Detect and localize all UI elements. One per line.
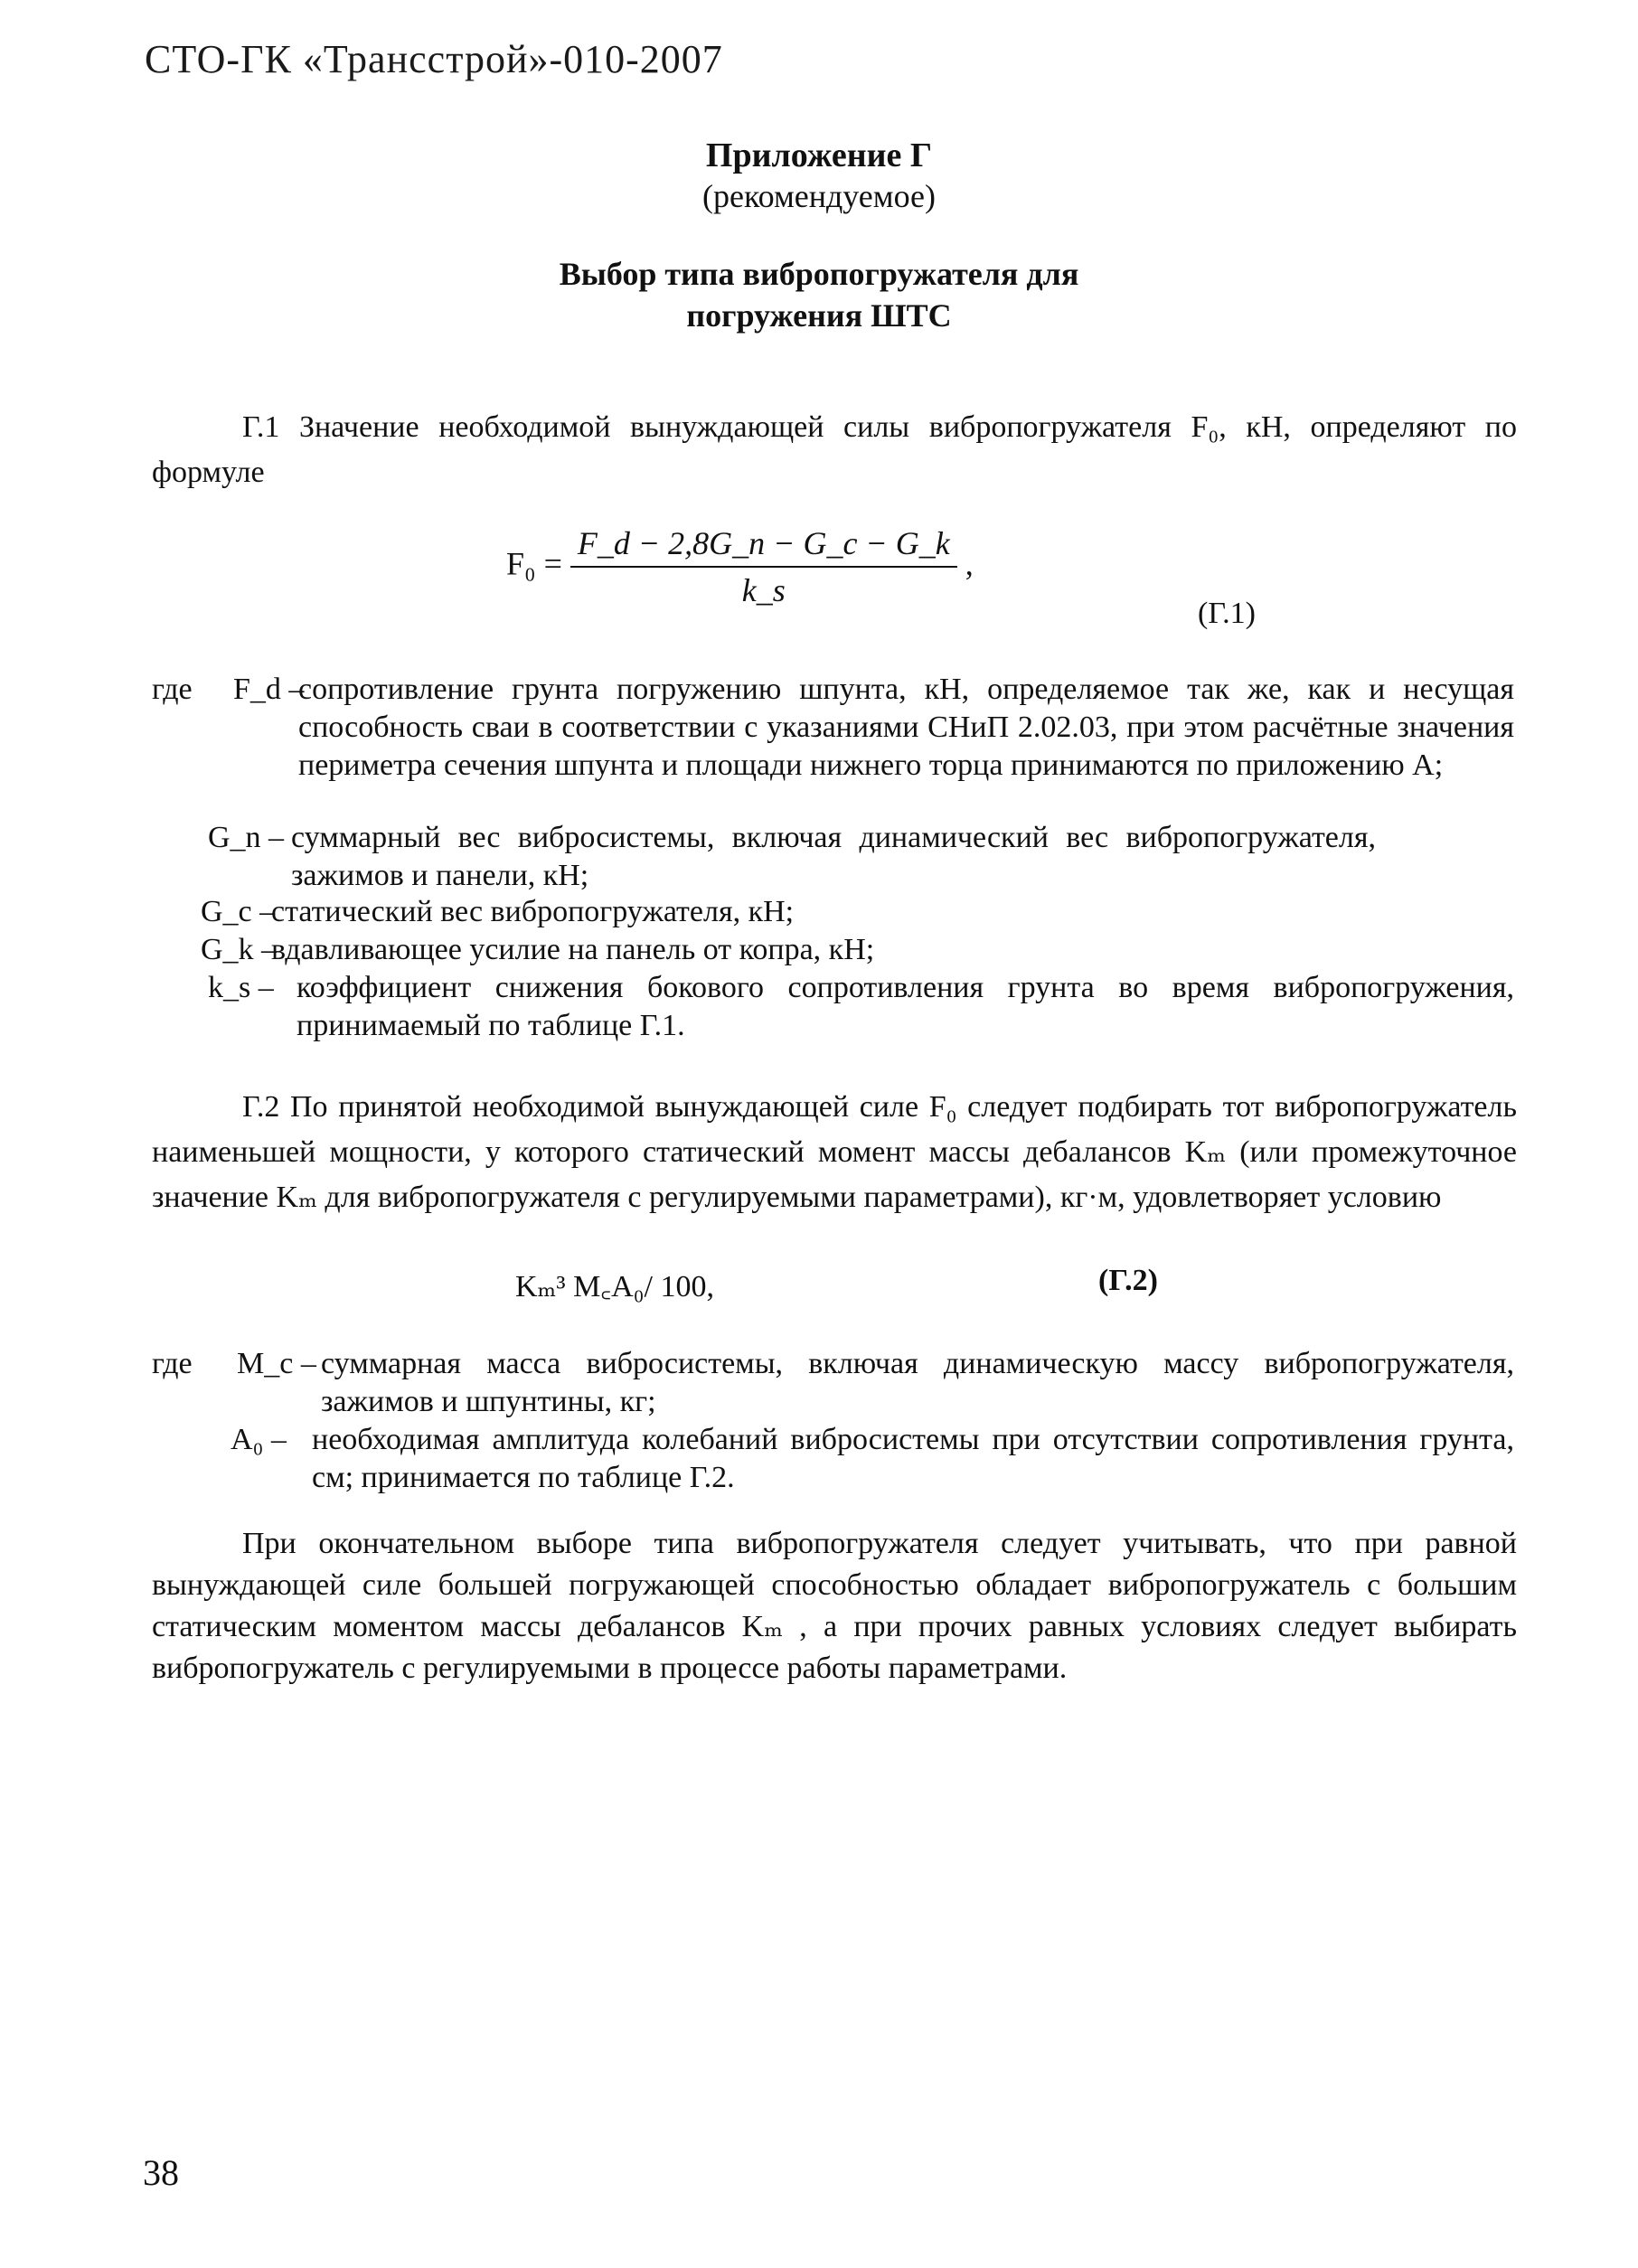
definition-text: статический вес вибропогружателя, кН; — [271, 895, 795, 928]
formula-g1-fraction — [570, 524, 957, 609]
where-label-1: где — [152, 673, 193, 706]
section2-paragraph: Г.2 По принятой необходимой вынуждающей силе F₀ следует подбирать тот вибропогружатель наименьшей мощности, у которого статический момент массы дебалансов Kₘ (или промежуточное значение Kₘ для вибропогружателя с регулируемыми параметрами), кг·м, удовлетворяет условию — [152, 1090, 1517, 1214]
standard-code-header: СТО-ГК «Трансстрой»-010-2007 — [145, 37, 723, 81]
formula-g1 — [506, 524, 974, 609]
definition-symbol: A₀ – — [231, 1423, 287, 1456]
closing-paragraph: При окончательном выборе типа вибропогружателя следует учитывать, что при равной вынуждающей силе большей погружающей способностью обладает вибропогружатель с большим статическим моментом массы дебалансов Kₘ , а при прочих равных условиях следует выбирать вибропогружатель с регулируемыми в процессе работы параметрами. — [152, 1527, 1517, 1685]
definition-text: суммарная масса вибросистемы, включая динамическую массу вибропогружателя, зажимов и шпунтины, кг; — [321, 1347, 1514, 1418]
formula-g1-comma: , — [965, 545, 974, 582]
appendix-status: (рекомендуемое) — [702, 178, 936, 214]
appendix-title: Приложение Г — [705, 136, 933, 174]
definition-symbol: k_s – — [208, 971, 274, 1004]
definition-symbol: F_d – — [233, 673, 305, 706]
formula-g1-lhs: F₀ = — [506, 545, 562, 582]
definition-symbol: G_n – — [208, 821, 285, 854]
definition-text: необходимая амплитуда колебаний вибросистемы при отсутствии сопротивления грунта, см; принимается по таблице Г.2. — [312, 1423, 1514, 1494]
formula-g1-number: (Г.1) — [1198, 597, 1256, 630]
definition-text: сопротивление грунта погружению шпунта, кН, определяемое так же, как и несущая способность сваи в соответствии с указаниями СНиП 2.02.03, при этом расчётные значения периметра сечения шпунта и площади нижнего торца принимаются по приложению А; — [298, 673, 1514, 782]
definition-text: вдавливающее усилие на панель от копра, кН; — [271, 933, 875, 966]
where-label-2: где — [152, 1347, 193, 1380]
appendix-heading — [0, 253, 1638, 336]
appendix-heading-line2: погружения ШТС — [686, 297, 952, 334]
formula-g1-numerator: F_d − 2,8G_n − G_c − G_k — [570, 524, 957, 568]
formula-g2: Kₘ³ M꜀A₀/ 100, — [515, 1270, 714, 1303]
definition-text: суммарный вес вибросистемы, включая динамический вес вибропогружателя, зажимов и панели, кН; — [291, 821, 1376, 892]
section1-paragraph: Г.1 Значение необходимой вынуждающей силы вибропогружателя F₀, кН, определяют по формуле — [152, 410, 1517, 489]
formula-g2-number: (Г.2) — [1098, 1264, 1158, 1297]
definition-symbol: G_k – — [201, 933, 278, 966]
definition-symbol: M_c – — [237, 1347, 316, 1380]
page-number: 38 — [143, 2152, 179, 2193]
definition-text: коэффициент снижения бокового сопротивления грунта во время вибропогружения, принимаемый по таблице Г.1. — [297, 971, 1514, 1042]
formula-g1-denominator: k_s — [741, 572, 786, 608]
appendix-heading-line1: Выбор типа вибропогружателя для — [559, 256, 1079, 292]
definition-symbol: G_c – — [201, 895, 276, 928]
